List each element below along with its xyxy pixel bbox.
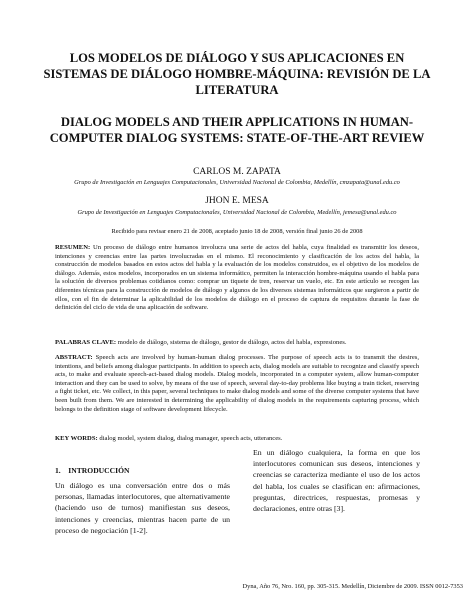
intro-left-column: Un diálogo es una conversación entre dos o más personas, llamadas interlocutores, que alternativamente (haciendo uso de turnos) manifiestan sus deseos, intenciones y creencias, mientras hacen parte de un proceso de negociación [1-2]. <box>55 481 230 535</box>
section-title: INTRODUCCIÓN <box>68 466 130 475</box>
submission-dates: Recibido para revisar enero 21 de 2008, aceptado junio 18 de 2008, versión final junio 26 de 2008 <box>111 228 363 235</box>
keywords-label: KEY WORDS: <box>55 435 98 442</box>
keywords-text: dialog model, system dialog, dialog manager, speech acts, utterances. <box>97 435 283 442</box>
title-spanish: LOS MODELOS DE DIÁLOGO Y SUS APLICACIONES EN SISTEMAS DE DIÁLOGO HOMBRE-MÁQUINA: REVISIÓN DE LA LITERATURA <box>43 51 431 97</box>
author-affiliation: Grupo de Investigación en Lenguajes Computacionales, Universidad Nacional de Colombia, Medellín, cmzapata@unal.edu.co <box>74 179 400 186</box>
keywords-paragraph <box>55 435 419 444</box>
author-name: CARLOS M. ZAPATA <box>193 167 281 177</box>
journal-footer: Dyna, Año 76, Nro. 160, pp. 305-315. Medellín, Diciembre de 2009. ISSN 0012-7353 <box>242 583 463 590</box>
palabras-clave-text: modelo de diálogo, sistema de diálogo, gestor de diálogo, actos del habla, expresiones. <box>116 339 347 346</box>
resumen-text: Un proceso de diálogo entre humanos involucra una serie de actos del habla, cuya finalidad es transmitir los deseos, intenciones y creencias entre las partes involucradas en el mismo. El reconocimiento y clasificación de los actos del habla, la construcción de modelos basados en estos actos del habla y la evaluación de los modelos construidos, es el objetivo de los modelos de diálogo. Además, estos modelos, incorporados en un sistema informático, permiten la interacción hombre-máquina usando el habla para la solución de diversos problemas cotidianos como: comprar un tiquete de tren, reservar un vuelo, etc. En este artículo se recogen las diferentes técnicas para la construcción de modelos de diálogo y algunos de los diversos sistemas informáticos que surgieron a partir de ellos, con el fin de determinar la aplicabilidad de los modelos de diálogo en el proceso de captura de requisitos durante la fase de definición del ciclo de vida de una aplicación de software. <box>55 244 419 312</box>
section-number: 1. <box>55 466 61 475</box>
palabras-clave-paragraph <box>55 339 419 348</box>
author-affiliation: Grupo de Investigación en Lenguajes Computacionales, Universidad Nacional de Colombia, Medellín, jemesa@unal.edu.co <box>77 209 397 216</box>
abstract-label: ABSTRACT: <box>55 354 93 361</box>
palabras-clave-label: PALABRAS CLAVE: <box>55 339 117 346</box>
abstract-text: Speech acts are involved by human-human dialog processes. The purpose of speech acts is to transmit the desires, intentions, and beliefs among dialogue participants. In addition to speech acts, dialog models are suitable to recognize and classify speech acts, to make and evaluate speech-act-based dialog models. Dialog models, incorporated in a computer system, allow human-computer interaction and they can be used to solve, by means of the use of speech, several day-to-day problems like buying a train ticket, reserving a fight ticket, etc. We collect, in this paper, several techniques to make dialog models and some of the diverse computer systems that have been built from them. We are interested in determining the applicability of dialog models in the requirements capturing process, which belongs to the definition stage of software development lifecycle. <box>55 354 419 413</box>
intro-right-column: En un diálogo cualquiera, la forma en que los interlocutores comunican sus deseos, intenciones y creencias se caracteriza mediante el uso de los actos del habla, los cuales se clasifican en: afirmaciones, preguntas, directrices, respuestas, promesas y declaraciones, entre otras [3]. <box>253 448 420 514</box>
resumen-label: RESUMEN: <box>55 244 91 251</box>
author-name: JHON E. MESA <box>205 196 269 206</box>
abstract-paragraph <box>55 354 419 414</box>
resumen-paragraph <box>55 244 419 313</box>
section-heading <box>55 466 129 475</box>
title-english: DIALOG MODELS AND THEIR APPLICATIONS IN HUMAN-COMPUTER DIALOG SYSTEMS: STATE-OF-THE-ART REVIEW <box>49 115 425 145</box>
